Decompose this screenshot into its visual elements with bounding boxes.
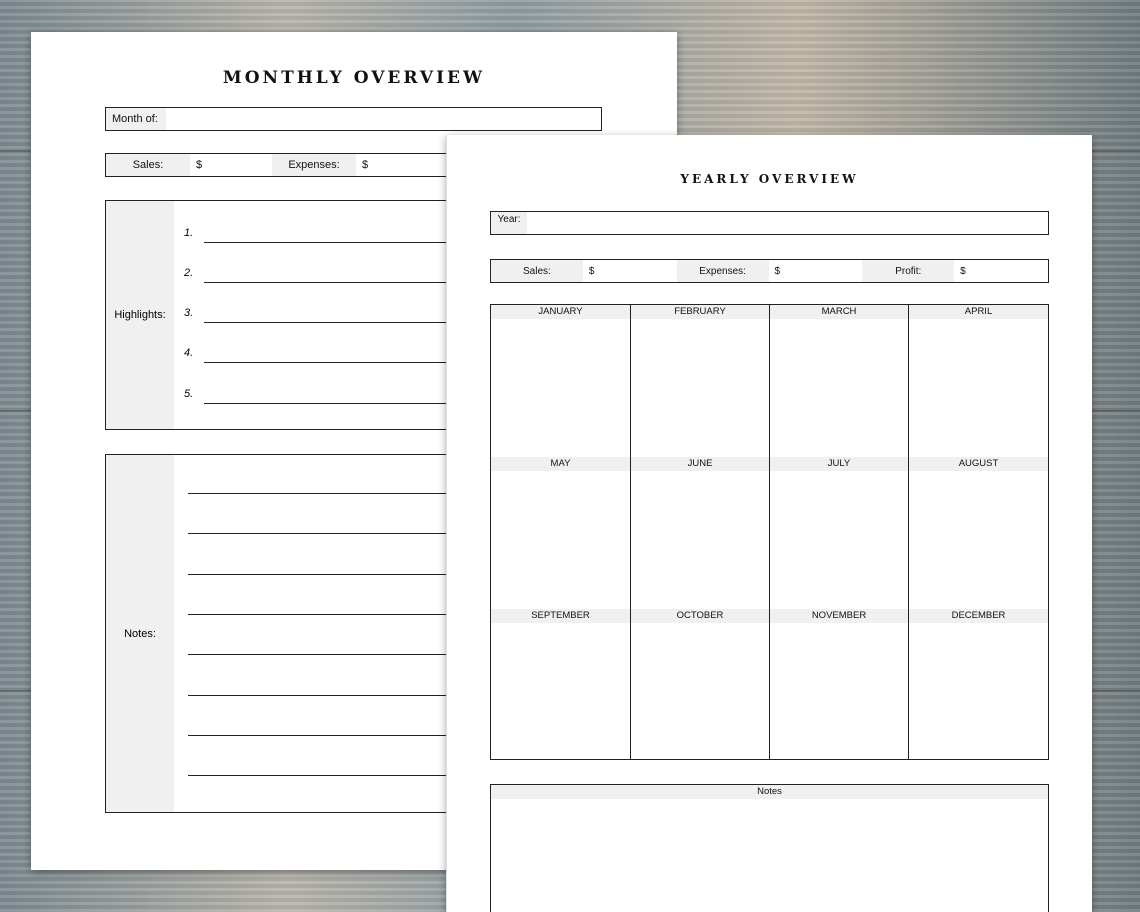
monthly-sales-label: Sales: — [106, 154, 190, 176]
year-value[interactable] — [527, 212, 533, 234]
highlight-item[interactable]: 3. — [184, 309, 514, 323]
month-cell-april[interactable] — [909, 305, 1048, 457]
yearly-title: YEARLY OVERVIEW — [680, 172, 859, 186]
month-header: NOVEMBER — [770, 609, 908, 623]
yearly-totals-row — [490, 259, 1049, 283]
months-grid — [490, 304, 1049, 760]
month-cell-october[interactable] — [631, 609, 770, 759]
month-cell-november[interactable] — [770, 609, 909, 759]
yearly-profit-label: Profit: — [862, 260, 954, 282]
month-header: MARCH — [770, 305, 908, 319]
month-cell-june[interactable] — [631, 457, 770, 609]
month-of-field[interactable] — [105, 107, 602, 131]
month-header: JUNE — [631, 457, 769, 471]
month-header: SEPTEMBER — [491, 609, 630, 623]
month-cell-january[interactable] — [491, 305, 631, 457]
month-header: JANUARY — [491, 305, 630, 319]
yearly-notes-label: Notes — [491, 785, 1048, 799]
yearly-sales-label: Sales: — [491, 260, 583, 282]
yearly-notes-section[interactable] — [490, 784, 1049, 912]
yearly-sales-value[interactable]: $ — [588, 265, 595, 277]
highlight-item[interactable]: 1. — [184, 229, 514, 243]
highlights-section — [105, 200, 505, 430]
month-cell-december[interactable] — [909, 609, 1048, 759]
month-cell-august[interactable] — [909, 457, 1048, 609]
year-field[interactable] — [490, 211, 1049, 235]
month-header: AUGUST — [909, 457, 1048, 471]
monthly-expenses-value[interactable]: $ — [362, 159, 369, 171]
yearly-profit-value[interactable]: $ — [960, 265, 966, 277]
yearly-expenses-value[interactable]: $ — [774, 265, 781, 277]
yearly-overview-sheet — [446, 135, 1092, 912]
month-header: MAY — [491, 457, 630, 471]
month-of-label: Month of: — [106, 108, 166, 130]
monthly-sales-value[interactable]: $ — [196, 159, 203, 171]
monthly-notes-section — [105, 454, 505, 813]
highlight-item[interactable]: 5. — [184, 390, 514, 404]
yearly-expenses-label: Expenses: — [677, 260, 769, 282]
year-label: Year: — [491, 212, 527, 234]
month-cell-september[interactable] — [491, 609, 631, 759]
monthly-expenses-label: Expenses: — [272, 154, 356, 176]
month-cell-march[interactable] — [770, 305, 909, 457]
monthly-sales-row — [105, 153, 505, 177]
highlight-item[interactable]: 4. — [184, 349, 514, 363]
month-cell-february[interactable] — [631, 305, 770, 457]
month-header: DECEMBER — [909, 609, 1048, 623]
monthly-notes-label: Notes: — [106, 455, 174, 812]
month-header: FEBRUARY — [631, 305, 769, 319]
highlights-label: Highlights: — [106, 201, 174, 429]
month-cell-may[interactable] — [491, 457, 631, 609]
monthly-title: MONTHLY OVERVIEW — [222, 68, 486, 88]
month-header: OCTOBER — [631, 609, 769, 623]
month-of-value[interactable] — [166, 108, 172, 130]
month-header: JULY — [770, 457, 908, 471]
month-header: APRIL — [909, 305, 1048, 319]
month-cell-july[interactable] — [770, 457, 909, 609]
highlight-item[interactable]: 2. — [184, 269, 514, 283]
